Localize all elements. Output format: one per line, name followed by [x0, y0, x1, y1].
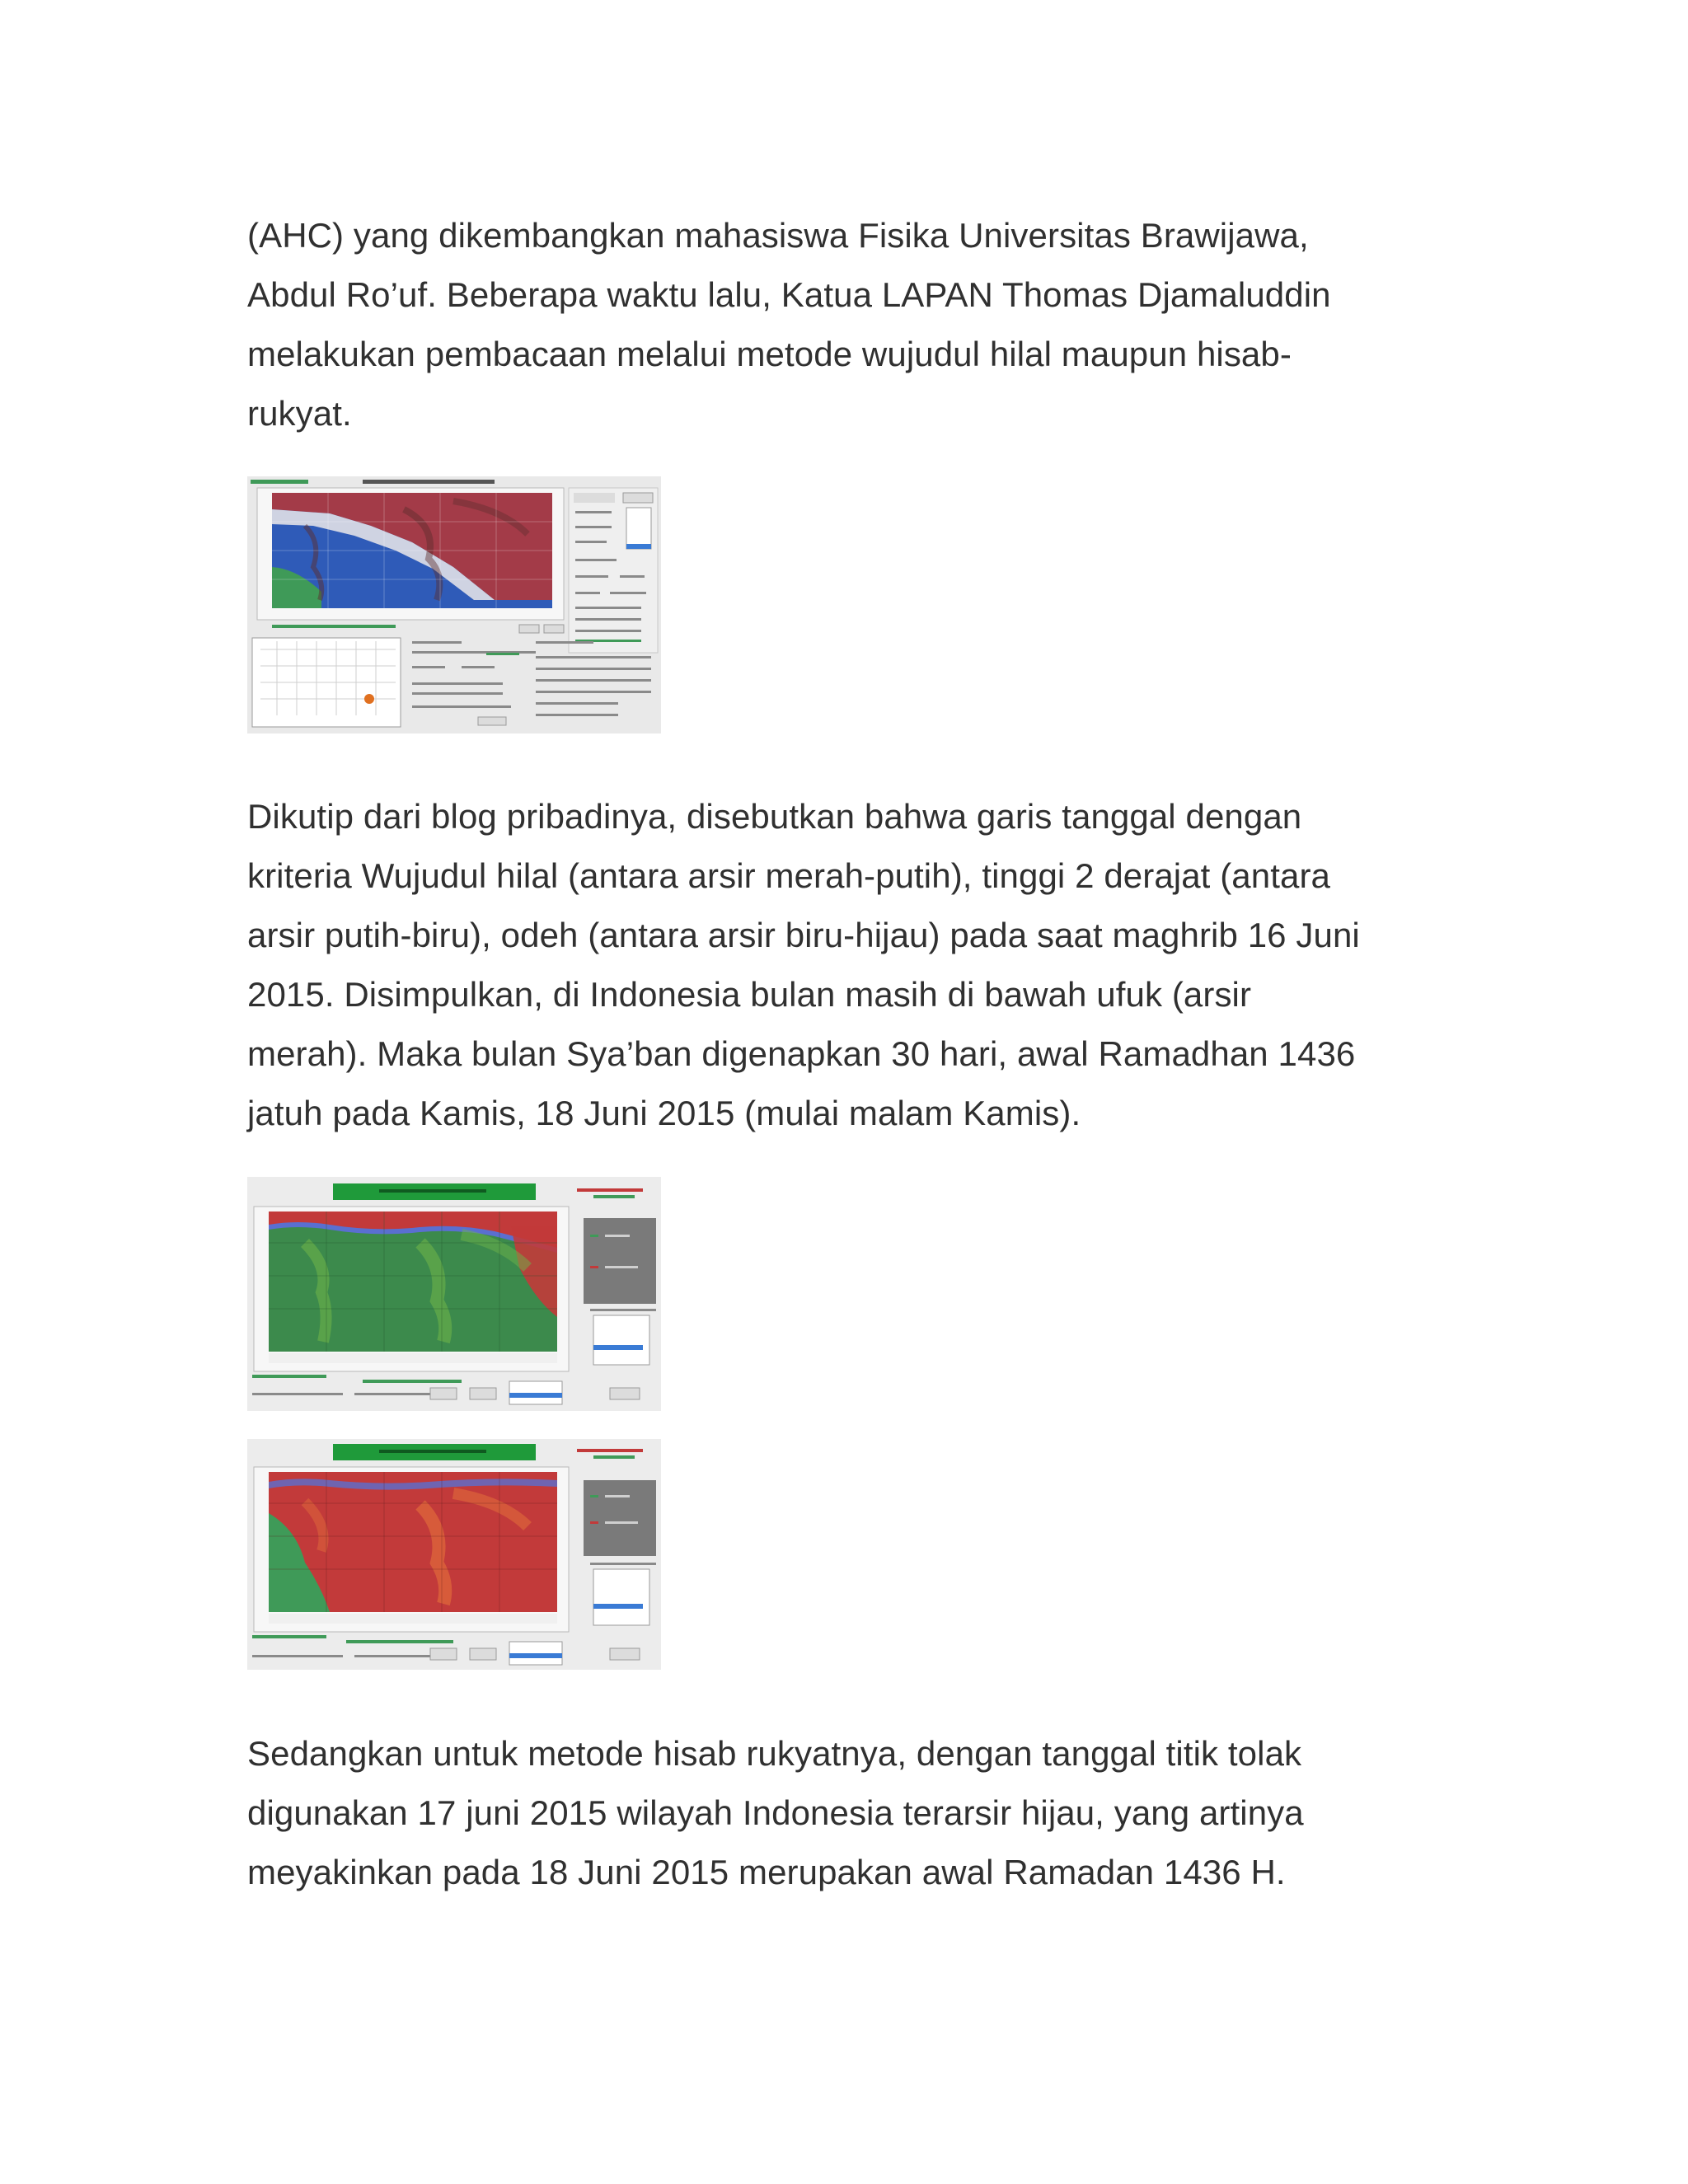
- text-line: (AHC) yang dikembangkan mahasiswa Fisika Universitas Brawijawa,: [247, 216, 1309, 255]
- map-area: [269, 1472, 557, 1612]
- text-line: melakukan pembacaan melalui metode wujudul hilal maupun hisab-: [247, 335, 1292, 373]
- text-line: arsir putih-biru), odeh (antara arsir biru-hijau) pada saat maghrib 16 Juni: [247, 916, 1360, 954]
- control-panel: [569, 488, 658, 653]
- text-line: Abdul Ro’uf. Beberapa waktu lalu, Katua LAPAN Thomas Djamaluddin: [247, 275, 1331, 314]
- paragraph-ahc-intro: [247, 206, 1459, 443]
- text-line: 2015. Disimpulkan, di Indonesia bulan masih di bawah ufuk (arsir: [247, 975, 1252, 1014]
- ahc-map-screenshot-green: [247, 1177, 661, 1411]
- text-line: rukyat.: [247, 394, 352, 433]
- text-line: digunakan 17 juni 2015 wilayah Indonesia terarsir hijau, yang artinya: [247, 1793, 1304, 1832]
- ahc-software-screenshot: [247, 476, 661, 733]
- map-green-image: [247, 1177, 661, 1411]
- paragraph-wujudul-hilal: [247, 787, 1459, 1143]
- ahc-map-screenshot-red: [247, 1439, 661, 1670]
- map-red-image: [247, 1439, 661, 1670]
- text-line: jatuh pada Kamis, 18 Juni 2015 (mulai malam Kamis).: [247, 1094, 1081, 1132]
- text-line: merah). Maka bulan Sya’ban digenapkan 30 hari, awal Ramadhan 1436: [247, 1034, 1356, 1073]
- legend-panel: [584, 1218, 656, 1304]
- text-line: Sedangkan untuk metode hisab rukyatnya, dengan tanggal titik tolak: [247, 1734, 1302, 1773]
- text-line: kriteria Wujudul hilal (antara arsir merah-putih), tinggi 2 derajat (antara: [247, 856, 1330, 895]
- software-screenshot-image: [247, 476, 661, 733]
- text-line: meyakinkan pada 18 Juni 2015 merupakan awal Ramadan 1436 H.: [247, 1853, 1286, 1891]
- map-area: [272, 493, 552, 608]
- paragraph-hisab-rukyat: [247, 1724, 1459, 1902]
- legend-panel: [584, 1480, 656, 1556]
- text-line: Dikutip dari blog pribadinya, disebutkan bahwa garis tanggal dengan: [247, 797, 1302, 836]
- map-area: [269, 1212, 557, 1352]
- bottom-plot: [252, 638, 401, 727]
